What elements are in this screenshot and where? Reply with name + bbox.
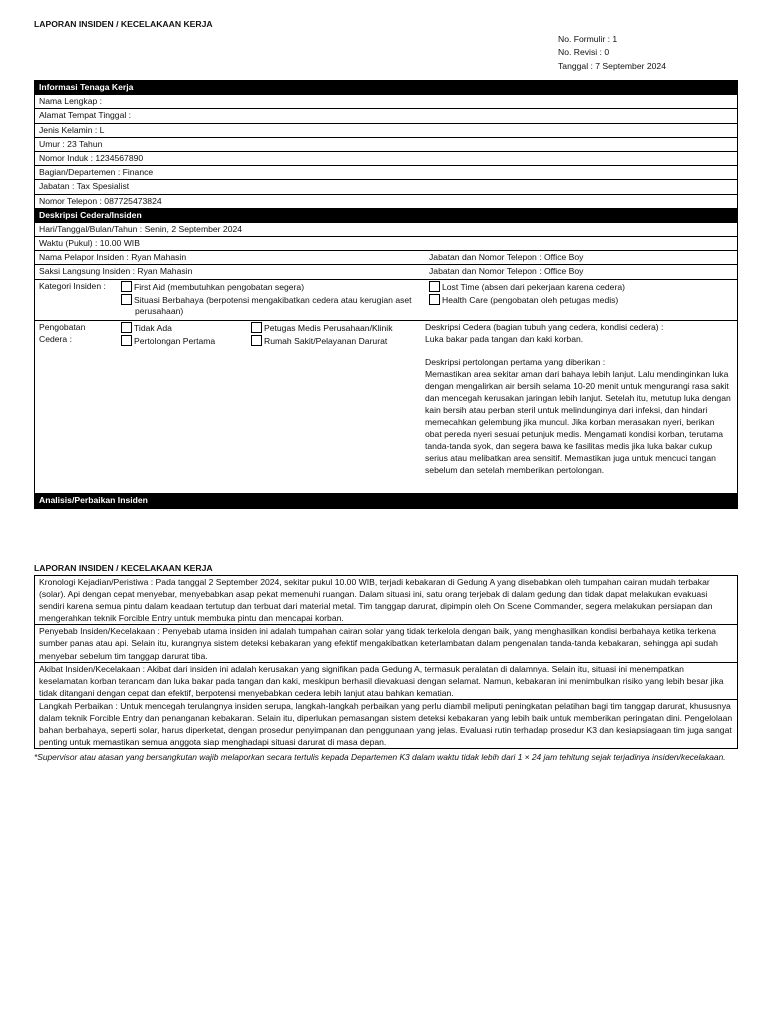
footnote: *Supervisor atau atasan yang bersangkutan wajib melaporkan secara tertulis kepada Departemen K3 dalam waktu tidak lebih dari 1 × 24 jam tehitung sejak terjadinya insiden/kecelakaan. bbox=[34, 752, 726, 762]
option-first-aid[interactable] bbox=[121, 281, 425, 294]
field-alamat: Alamat Tempat Tinggal : bbox=[35, 109, 737, 123]
lost-time-label: Lost Time (absen dari pekerjaan karena cedera) bbox=[442, 281, 625, 292]
option-health-care[interactable] bbox=[429, 294, 733, 307]
form-date: Tanggal : 7 September 2024 bbox=[558, 60, 666, 71]
pengobatan-label-line1: Pengobatan bbox=[39, 321, 86, 332]
field-umur: Umur : 23 Tahun bbox=[35, 138, 737, 152]
option-rumah-sakit[interactable] bbox=[251, 335, 425, 348]
pertolongan-label: Deskripsi pertolongan pertama yang diberikan : bbox=[425, 357, 606, 368]
rumah-sakit-label: Rumah Sakit/Pelayanan Darurat bbox=[264, 335, 388, 346]
checkbox-tidak-ada[interactable] bbox=[121, 322, 132, 333]
cedera-value: Luka bakar pada tangan dan kaki korban. bbox=[425, 333, 584, 344]
row-saksi bbox=[35, 265, 737, 279]
cedera-label: Deskripsi Cedera (bagian tubuh yang cedera, kondisi cedera) : bbox=[425, 321, 664, 332]
field-saksi-jabatan: Jabatan dan Nomor Telepon : Office Boy bbox=[429, 266, 584, 277]
field-saksi: Saksi Langsung Insiden : Ryan Mahasin bbox=[39, 266, 193, 277]
field-pelapor-jabatan: Jabatan dan Nomor Telepon : Office Boy bbox=[429, 252, 584, 263]
field-kronologi: Kronologi Kejadian/Peristiwa : Pada tanggal 2 September 2024, sekitar pukul 10.00 WIB, terjadi kebakaran di Gedung A yang disebabkan oleh tumpahan cairan mudah terbakar (solar). Api dengan cepat menyebar, menyebabkan asap pekat memenuhi ruangan. Dalam situasi ini, satu orang terjebak di dalam gedung dan tidak dapat melakukan evakuasi sendiri karena semua pintu dalam keadaan tertutup dan terbuat dari material metal. Tim tanggap darurat, dipimpin oleh On Scene Commander, segera melakukan persiapan dan mengerahkan teknik Forcible Entry untuk membuka pintu dan mencapai korban. bbox=[35, 576, 737, 625]
field-tanggal-insiden: Hari/Tanggal/Bulan/Tahun : Senin, 2 September 2024 bbox=[35, 223, 737, 237]
incident-form-table bbox=[34, 80, 738, 509]
field-nama-lengkap: Nama Lengkap : bbox=[35, 95, 737, 109]
checkbox-pertolongan-pertama[interactable] bbox=[121, 335, 132, 346]
no-revisi: No. Revisi : 0 bbox=[558, 47, 610, 58]
field-departemen: Bagian/Departemen : Finance bbox=[35, 166, 737, 180]
pengobatan-label bbox=[35, 321, 121, 493]
section-header-analisis: Analisis/Perbaikan Insiden bbox=[35, 494, 737, 508]
field-jenis-kelamin: Jenis Kelamin : L bbox=[35, 124, 737, 138]
option-tidak-ada[interactable] bbox=[121, 322, 251, 335]
health-care-label: Health Care (pengobatan oleh petugas medis) bbox=[442, 294, 619, 305]
form-title: LAPORAN INSIDEN / KECELAKAAN KERJA bbox=[34, 19, 213, 29]
option-petugas-medis[interactable] bbox=[251, 322, 425, 335]
field-jabatan: Jabatan : Tax Spesialist bbox=[35, 180, 737, 194]
analysis-table bbox=[34, 575, 738, 749]
tidak-ada-label: Tidak Ada bbox=[134, 322, 172, 333]
situasi-berbahaya-label: Situasi Berbahaya (berpotensi mengakibatkan cedera atau kerugian aset perusahaan) bbox=[134, 294, 412, 317]
petugas-medis-label: Petugas Medis Perusahaan/Klinik bbox=[264, 322, 393, 333]
kategori-label: Kategori Insiden : bbox=[39, 280, 106, 291]
form-meta bbox=[558, 33, 666, 73]
checkbox-first-aid[interactable] bbox=[121, 281, 132, 292]
no-formulir: No. Formulir : 1 bbox=[558, 34, 618, 44]
option-situasi-berbahaya[interactable] bbox=[121, 294, 425, 319]
row-pelapor bbox=[35, 251, 737, 265]
field-akibat: Akibat Insiden/Kecelakaan : Akibat dari insiden ini adalah kerusakan yang signifikan pada Gedung A, termasuk peralatan di dalamnya. Selain itu, situasi ini menempatkan keselamatan korban terancam dan luka bakar pada tangan dan kaki, meskipun berhasil dievakuasi dengan selamat. Namun, kebakaran ini menimbulkan risiko yang lebih besar jika tidak ditangani dengan cepat dan efektif, berpotensi menyebabkan cedera lebih lanjut atau bahkan kematian. bbox=[35, 663, 737, 700]
checkbox-petugas-medis[interactable] bbox=[251, 322, 262, 333]
field-nomor-induk: Nomor Induk : 1234567890 bbox=[35, 152, 737, 166]
page2-title: LAPORAN INSIDEN / KECELAKAAN KERJA bbox=[34, 563, 213, 573]
injury-descriptions bbox=[425, 321, 737, 493]
checkbox-situasi-berbahaya[interactable] bbox=[121, 294, 132, 305]
field-waktu-insiden: Waktu (Pukul) : 10.00 WIB bbox=[35, 237, 737, 251]
pengobatan-label-line2: Cedera : bbox=[39, 333, 72, 344]
pertolongan-pertama-label: Pertolongan Pertama bbox=[134, 335, 216, 346]
field-nomor-telepon: Nomor Telepon : 087725473824 bbox=[35, 195, 737, 209]
checkbox-lost-time[interactable] bbox=[429, 281, 440, 292]
pertolongan-value: Memastikan area sekitar aman dari bahaya lebih lanjut. Lalu mendinginkan luka dengan mengalirkan air bersih selama 10-20 menit untuk mengurangi rasa sakit dan mencegah kerusakan jaringan lebih lanjut. Setelah itu, metutup luka dengan kain bersih atau perban steril untuk melindunginya dari infeksi, dan hindari memecahkan gelembung jika muncul. Jika korban merasakan nyeri, berikan obat pereda nyeri sesuai petunjuk medis. Mengamati kondisi korban, terutama tanda-tanda syok, dan segera bawa ke fasilitas medis jika luka bakar cukup serius atau melibatkan area sensitif. Memastikan juga untuk mencuci tangan sebelum dan setelah memberikan pertolongan. bbox=[425, 369, 731, 475]
field-langkah-perbaikan: Langkah Perbaikan : Untuk mencegah terulangnya insiden serupa, langkah-langkah perbaikan yang perlu diambil meliputi peningkatan pelatihan bagi tim tanggap darurat, khususnya dalam teknik Forcible Entry dan penanganan kebakaran. Selain itu, diperlukan pemasangan sistem deteksi kebakaran yang lebih baik untuk memberikan peringatan dini. Pengelolaan bahan berbahaya, seperti solar, harus diperketat, dengan prosedur penyimpanan dan penggunaan yang jelas. Evaluasi rutin terhadap prosedur K3 dan kesiapsiagaan tim juga sangat penting untuk memastikan semua anggota siap menghadapi situasi darurat di masa depan. bbox=[39, 700, 733, 748]
section-header-tenaga-kerja: Informasi Tenaga Kerja bbox=[35, 81, 737, 95]
row-pengobatan-cedera bbox=[35, 321, 737, 494]
checkbox-health-care[interactable] bbox=[429, 294, 440, 305]
field-penyebab: Penyebab Insiden/Kecelakaan : Penyebab utama insiden ini adalah tumpahan cairan solar yang tidak terkelola dengan baik, yang menghasilkan kondisi berbahaya ketika terkena sumber panas atau api. Selain itu, kurangnya sistem deteksi kebakaran yang efektif mengakibatkan keterlambatan dalam pengenalan tanda-tanda kebakaran, sehingga api sudah menyebar sebelum tim tanggap darurat tiba. bbox=[35, 625, 737, 662]
field-pelapor: Nama Pelapor Insiden : Ryan Mahasin bbox=[39, 252, 187, 263]
option-pertolongan-pertama[interactable] bbox=[121, 335, 251, 348]
checkbox-rumah-sakit[interactable] bbox=[251, 335, 262, 346]
section-header-deskripsi: Deskripsi Cedera/Insiden bbox=[35, 209, 737, 223]
first-aid-label: First Aid (membutuhkan pengobatan segera) bbox=[134, 281, 305, 292]
option-lost-time[interactable] bbox=[429, 281, 733, 294]
row-kategori-insiden bbox=[35, 280, 737, 321]
